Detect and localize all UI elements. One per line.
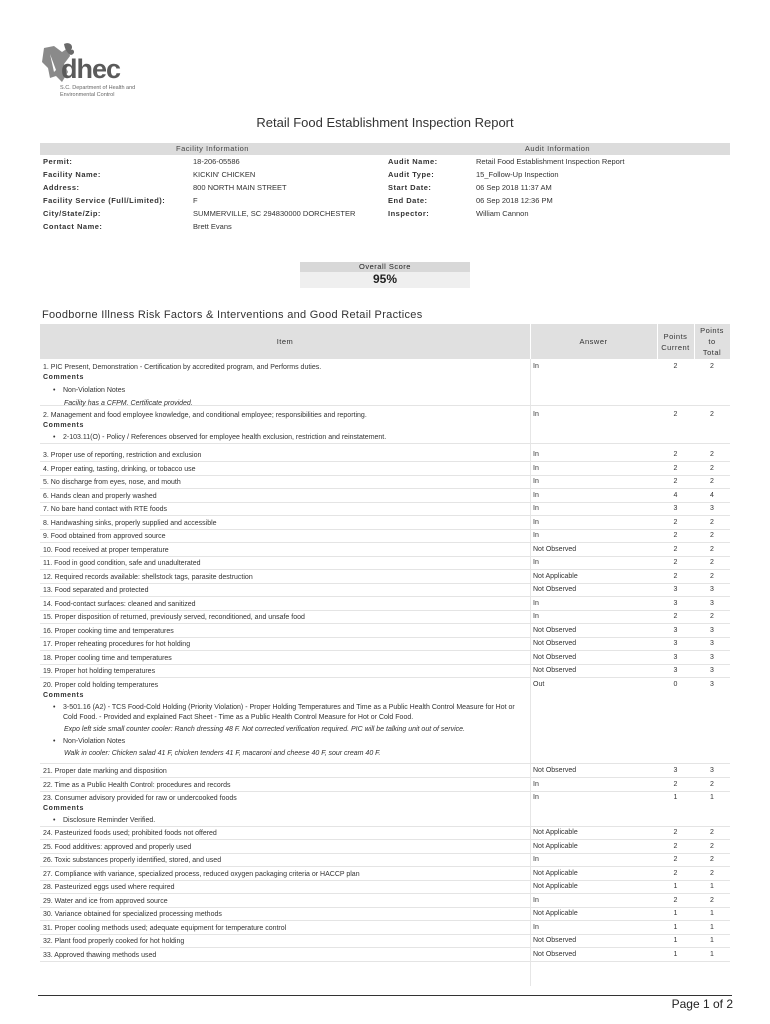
info-row — [43, 170, 733, 183]
audit-info-header: Audit Information — [524, 144, 591, 153]
info-row — [43, 222, 733, 235]
header-divider — [530, 324, 531, 359]
header-divider — [694, 324, 695, 359]
facility-label: City/State/Zip: — [43, 209, 101, 218]
table-row: 19. Proper hot holding temperatures Not Observed 3 3 — [40, 664, 730, 678]
table-row: 1. PIC Present, Demonstration - Certification by accredited program, and Performs duties. Comments • Non-Violation Notes Facility has a CFPM. Certificate provided. In 2 2 — [40, 360, 730, 406]
table-row: 11. Food in good condition, safe and unadulterated In 2 2 — [40, 556, 730, 570]
table-row: 33. Approved thawing methods used Not Observed 1 1 — [40, 948, 730, 962]
info-row — [43, 157, 733, 170]
comments-label: Comments — [43, 422, 84, 429]
table-row: 2. Management and food employee knowledge, and conditional employee; responsibilities and reporting. Comments • 2-103.11(O) - Policy / References observed for employee health exclusion, restriction and reinstatement. In 2 2 — [40, 406, 730, 444]
facility-value: F — [193, 196, 198, 205]
table-row: 12. Required records available: shellstock tags, parasite destruction Not Applicable 2 2 — [40, 570, 730, 584]
audit-label: Start Date: — [388, 183, 432, 192]
info-row — [43, 196, 733, 209]
audit-value: William Cannon — [476, 209, 529, 218]
facility-value: 18-206-05586 — [193, 157, 240, 166]
table-row: 16. Proper cooking time and temperatures Not Observed 3 3 — [40, 624, 730, 638]
audit-label: Inspector: — [388, 209, 430, 218]
facility-label: Permit: — [43, 157, 73, 166]
table-row: 4. Proper eating, tasting, drinking, or tobacco use In 2 2 — [40, 462, 730, 476]
table-row: 15. Proper disposition of returned, previously served, reconditioned, and unsafe food In 2 2 — [40, 610, 730, 624]
table-row: 9. Food obtained from approved source In 2 2 — [40, 529, 730, 543]
logo-subtitle: S.C. Department of Health and Environmental Control — [60, 85, 136, 98]
overall-score-box — [300, 262, 470, 288]
table-row: 26. Toxic substances properly identified, stored, and used In 2 2 — [40, 853, 730, 867]
table-row: 7. No bare hand contact with RTE foods In 3 3 — [40, 502, 730, 516]
table-row: 6. Hands clean and properly washed In 4 4 — [40, 489, 730, 503]
table-row: 8. Handwashing sinks, properly supplied and accessible In 2 2 — [40, 516, 730, 530]
table-row: 24. Pasteurized foods used; prohibited foods not offered Not Applicable 2 2 — [40, 826, 730, 840]
facility-value: Brett Evans — [193, 222, 232, 231]
table-row: 29. Water and ice from approved source In 2 2 — [40, 894, 730, 908]
table-row: 13. Food separated and protected Not Observed 3 3 — [40, 583, 730, 597]
info-header-bar — [40, 143, 730, 155]
table-row: 28. Pasteurized eggs used where required Not Applicable 1 1 — [40, 880, 730, 894]
comments-label: Comments — [43, 374, 84, 381]
audit-value: 06 Sep 2018 11:37 AM — [476, 183, 552, 192]
facility-value: SUMMERVILLE, SC 294830000 DORCHESTER — [193, 209, 356, 218]
audit-label: Audit Name: — [388, 157, 438, 166]
info-row — [43, 209, 733, 222]
table-row: 23. Consumer advisory provided for raw or undercooked foods Comments • Disclosure Reminder Verified. In 1 1 — [40, 791, 730, 827]
overall-score-value: 95% — [372, 272, 398, 286]
comments-label: Comments — [43, 805, 84, 812]
table-row: 31. Proper cooling methods used; adequate equipment for temperature control In 1 1 — [40, 921, 730, 935]
table-row: 10. Food received at proper temperature Not Observed 2 2 — [40, 543, 730, 557]
table-row: 27. Compliance with variance, specialized process, reduced oxygen packaging criteria or HACCP plan Not Applicable 2 2 — [40, 867, 730, 881]
page-number: Page 1 of 2 — [671, 997, 733, 1011]
facility-label: Contact Name: — [43, 222, 103, 231]
table-row: 20. Proper cold holding temperatures Comments • 3-501.16 (A2) - TCS Food-Cold Holding (Priority Violation) - Proper Holding Temperatures and Time as a Public Health Control Measure for Hot or Cold Food. - Provided and explained Fact Sheet - Time as a Public Health Control Measure for Hot or Cold Food. Expo left side small counter cooler: Ranch dressing 48 F. Not corrected verification required. PIC will be talking unit out of service. • Non-Violation Notes Walk in cooler: Chicken salad 41 F, chicken tenders 41 F, macaroni and cheese 40 F, sour cream 40 F. Out 0 3 — [40, 678, 730, 764]
footer-divider — [38, 995, 732, 996]
facility-value: 800 NORTH MAIN STREET — [193, 183, 287, 192]
facility-info-header: Facility Information — [176, 144, 249, 153]
facility-label: Address: — [43, 183, 80, 192]
table-header — [40, 324, 730, 359]
table-row: 32. Plant food properly cooked for hot holding Not Observed 1 1 — [40, 934, 730, 948]
table-row: 18. Proper cooling time and temperatures Not Observed 3 3 — [40, 651, 730, 665]
table-row: 17. Proper reheating procedures for hot holding Not Observed 3 3 — [40, 637, 730, 651]
table-row: 25. Food additives: approved and properly used Not Applicable 2 2 — [40, 840, 730, 854]
section-title: Foodborne Illness Risk Factors & Interventions and Good Retail Practices — [42, 309, 423, 321]
audit-label: End Date: — [388, 196, 428, 205]
column-header-item: Item — [276, 337, 294, 346]
audit-value: 06 Sep 2018 12:36 PM — [476, 196, 553, 205]
audit-value: 15_Follow-Up Inspection — [476, 170, 559, 179]
table-row: 14. Food-contact surfaces: cleaned and sanitized In 3 3 — [40, 597, 730, 611]
facility-label: Facility Service (Full/Limited): — [43, 196, 166, 205]
table-row: 22. Time as a Public Health Control: procedures and records In 2 2 — [40, 778, 730, 792]
table-row: 21. Proper date marking and disposition Not Observed 3 3 — [40, 764, 730, 778]
facility-value: KICKIN' CHICKEN — [193, 170, 256, 179]
overall-score-label: Overall Score — [300, 262, 470, 272]
table-row: 30. Variance obtained for specialized processing methods Not Applicable 1 1 — [40, 907, 730, 921]
header-divider — [657, 324, 658, 359]
column-header-points-total: Points to Total — [700, 326, 724, 357]
column-header-answer: Answer — [579, 337, 608, 346]
table-row: 5. No discharge from eyes, nose, and mouth In 2 2 — [40, 475, 730, 489]
audit-label: Audit Type: — [388, 170, 435, 179]
comments-label: Comments — [43, 692, 84, 699]
report-title: Retail Food Establishment Inspection Report — [256, 115, 514, 130]
facility-label: Facility Name: — [43, 170, 101, 179]
logo-wordmark: dhec — [61, 54, 121, 84]
audit-value: Retail Food Establishment Inspection Report — [476, 157, 625, 166]
column-header-points-current: Points Current — [661, 331, 690, 352]
info-row — [43, 183, 733, 196]
table-row: 3. Proper use of reporting, restriction and exclusion In 2 2 — [40, 448, 730, 462]
